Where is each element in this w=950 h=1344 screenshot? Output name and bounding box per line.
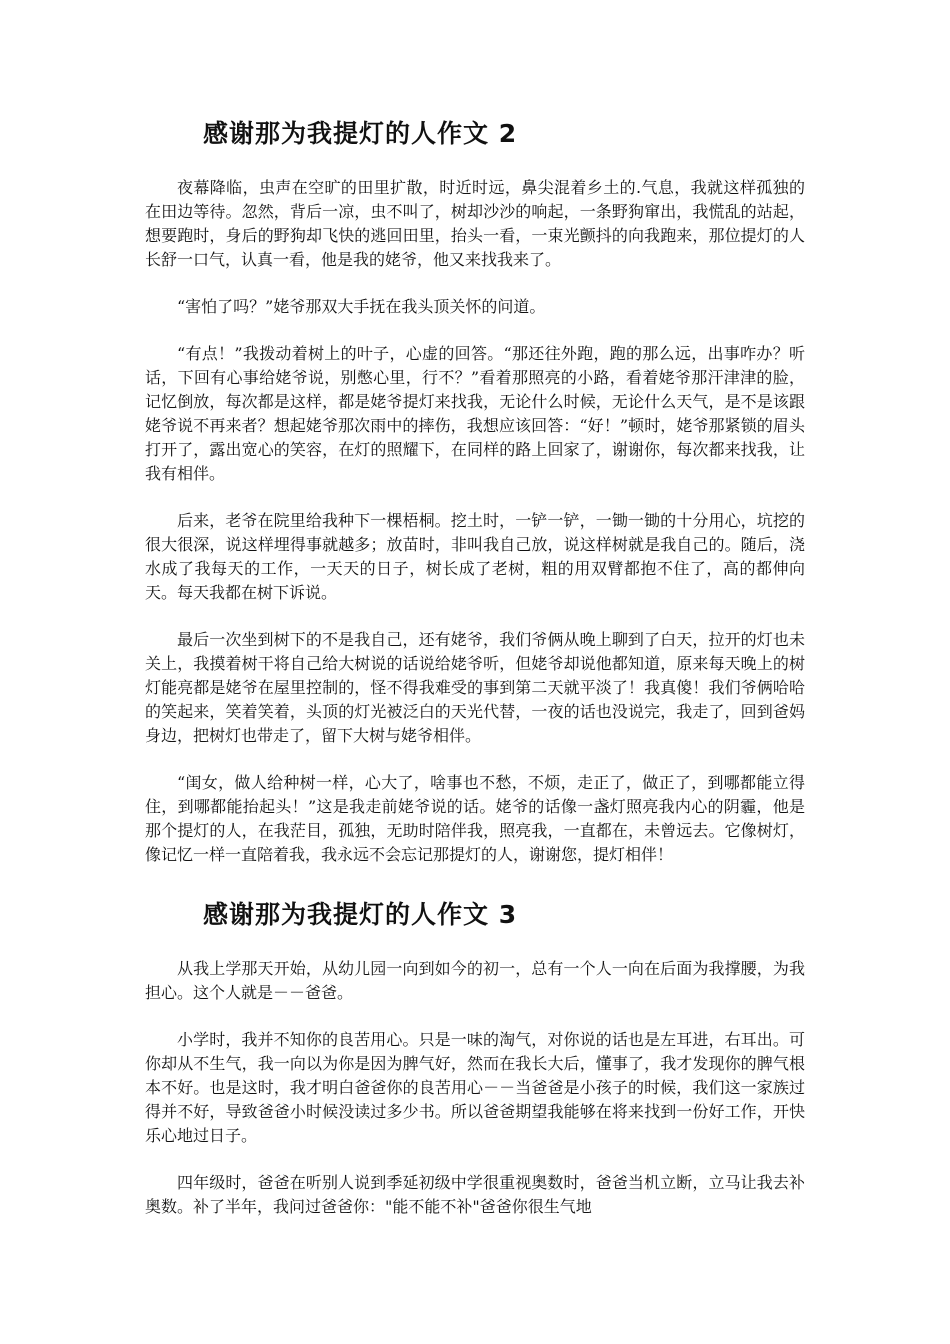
paragraph: “有点！”我拨动着树上的叶子，心虚的回答。“那还往外跑，跑的那么远，出事咋办？听话，下回有心事给姥爷说，别憋心里，行不？”看着那照亮的小路，看着姥爷那汗津津的脸，记忆倒放，每次都是这样，都是姥爷提灯来找我，无论什么时候，无论什么天气，是不是该跟姥爷说不再来者？想起姥爷那次雨中的摔伤，我想应该回答：“好！”顿时，姥爷那紧锁的眉头打开了，露出宽心的笑容，在灯的照耀下，在同样的路上回家了，谢谢你，每次都来找我，让我有相伴。 [145,344,805,483]
paragraph: 后来，老爷在院里给我种下一棵梧桐。挖土时，一铲一铲，一锄一锄的十分用心，坑挖的很大很深，说这样埋得事就越多；放苗时，非叫我自己放，说这样树就是我自己的。随后，浇水成了我每天的工作，一天天的日子，树长成了老树，粗的用双臂都抱不住了，高的都伸向天。每天我都在树下诉说。 [145,511,805,602]
paragraph: 从我上学那天开始，从幼儿园一向到如今的初一，总有一个人一向在后面为我撑腰，为我担心。这个人就是－－爸爸。 [145,959,805,1002]
document-body [145,116,805,1242]
paragraph: 夜幕降临，虫声在空旷的田里扩散，时近时远，鼻尖混着乡土的.气息，我就这样孤独的在田边等待。忽然，背后一凉，虫不叫了，树却沙沙的响起，一条野狗窜出，我慌乱的站起，想要跑时，身后的野狗却飞快的逃回田里，抬头一看，一束光颤抖的向我跑来，那位提灯的人长舒一口气，认真一看，他是我的姥爷，他又来找我来了。 [145,178,805,269]
section-title: 感谢那为我提灯的人作文 2 [203,119,518,148]
paragraph: 最后一次坐到树下的不是我自己，还有姥爷，我们爷俩从晚上聊到了白天，拉开的灯也未关上，我摸着树干将自己给大树说的话说给姥爷听，但姥爷却说他都知道，原来每天晚上的树灯能亮都是姥爷在屋里控制的，怪不得我难受的事到第二天就平淡了！我真傻！我们爷俩哈哈的笑起来，笑着笑着，头顶的灯光被泛白的天光代替，一夜的话也没说完，我走了，回到爸妈身边，把树灯也带走了，留下大树与姥爷相伴。 [145,630,805,745]
section-title: 感谢那为我提灯的人作文 3 [203,900,518,929]
paragraph: 四年级时，爸爸在听别人说到季延初级中学很重视奥数时，爸爸当机立断，立马让我去补奥数。补了半年，我问过爸爸你："能不能不补"爸爸你很生气地 [145,1173,805,1216]
paragraph: “害怕了吗？”姥爷那双大手抚在我头顶关怀的问道。 [177,297,546,316]
paragraph: “闺女，做人给种树一样，心大了，啥事也不愁，不烦，走正了，做正了，到哪都能立得住，到哪都能抬起头！”这是我走前姥爷说的话。姥爷的话像一盏灯照亮我内心的阴霾，他是那个提灯的人，在我茫目，孤独，无助时陪伴我，照亮我，一直都在，未曾远去。它像树灯，像记忆一样一直陪着我，我永远不会忘记那提灯的人，谢谢您，提灯相伴！ [145,773,805,864]
paragraph: 小学时，我并不知你的良苦用心。只是一味的淘气，对你说的话也是左耳进，右耳出。可你却从不生气，我一向以为你是因为脾气好，然而在我长大后，懂事了，我才发现你的脾气根本不好。也是这时，我才明白爸爸你的良苦用心－－当爸爸是小孩子的时候，我们这一家族过得并不好，导致爸爸小时候没读过多少书。所以爸爸期望我能够在将来找到一份好工作，开快乐心地过日子。 [145,1030,805,1145]
